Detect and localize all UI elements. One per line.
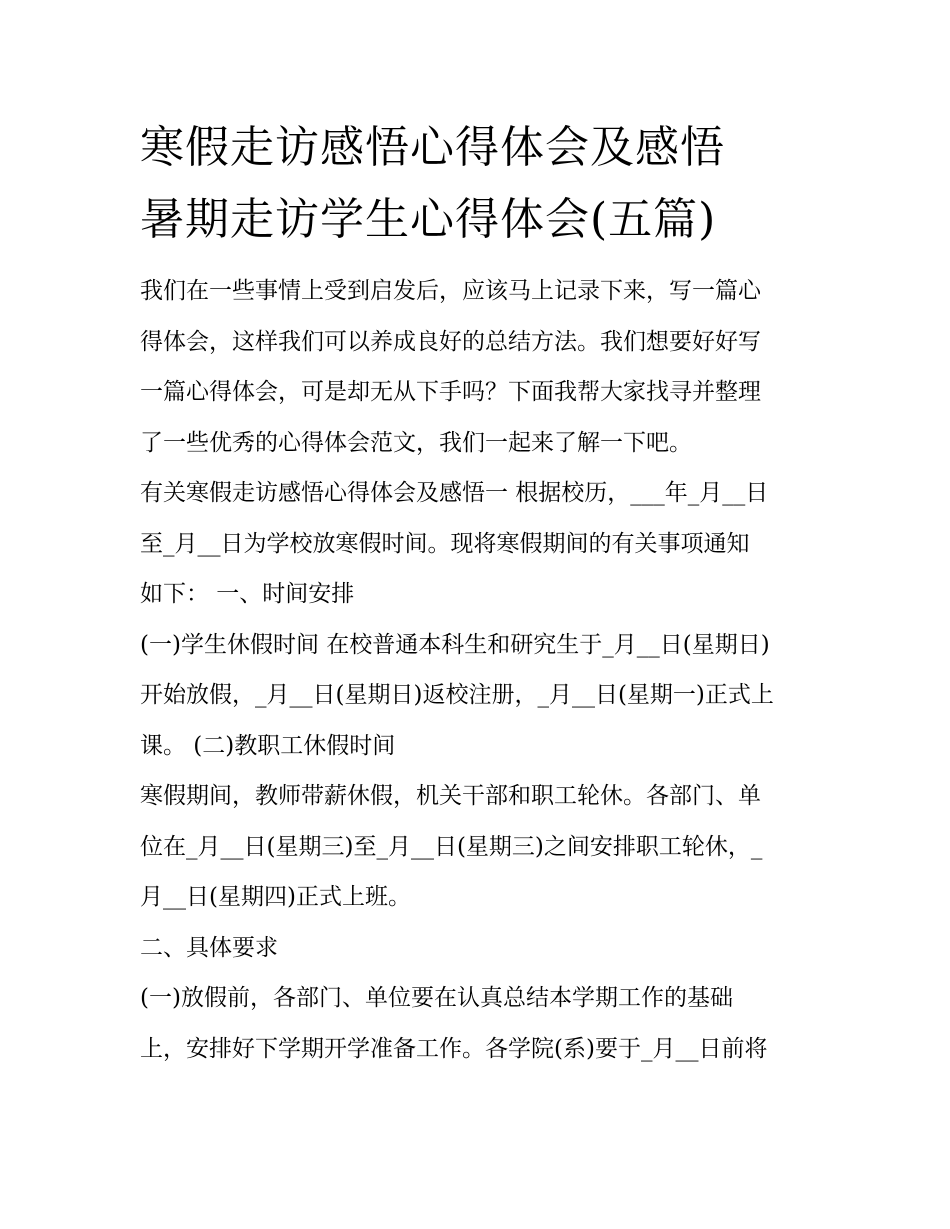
text-line: 二、具体要求 [140, 934, 278, 961]
text-line: 上，安排好下学期开学准备工作。各学院(系)要于_月__日前将 [140, 1035, 768, 1062]
text-line: 得体会，这样我们可以养成良好的总结方法。我们想要好好写 [140, 328, 761, 355]
requirements-paragraph [140, 973, 815, 1074]
text-line: 位在_月__日(星期三)至_月__日(星期三)之间安排职工轮休，_ [140, 833, 763, 860]
text-line: 一篇心得体会，可是却无从下手吗？下面我帮大家找寻并整理 [140, 379, 761, 405]
text-line: 开始放假，_月__日(星期日)返校注册，_月__日(星期一)正式上 [140, 682, 774, 708]
document-body [140, 112, 815, 1074]
text-line: 如下： 一、时间安排 [140, 581, 355, 607]
text-line: 月__日(星期四)正式上班。 [140, 884, 411, 910]
text-line: 课。 (二)教职工休假时间 [140, 732, 396, 759]
title-line-2: 暑期走访学生心得体会(五篇) [140, 194, 717, 245]
text-line: (一)学生休假时间 在校普通本科生和研究生于_月__日(星期日) [140, 631, 770, 658]
notice-paragraph [140, 468, 815, 620]
text-line: 了一些优秀的心得体会范文，我们一起来了解一下吧。 [140, 429, 692, 456]
title-line-1: 寒假走访感悟心得体会及感悟 [140, 122, 725, 173]
document-title [140, 112, 815, 256]
staff-holiday-paragraph [140, 771, 815, 923]
intro-paragraph [140, 266, 815, 468]
text-line: (一)放假前，各部门、单位要在认真总结本学期工作的基础 [140, 985, 733, 1011]
text-line: 寒假期间，教师带薪休假，机关干部和职工轮休。各部门、单 [140, 783, 761, 809]
student-holiday-paragraph [140, 620, 815, 772]
text-line: 有关寒假走访感悟心得体会及感悟一 根据校历，___年_月__日 [140, 480, 769, 506]
text-line: 至_月__日为学校放寒假时间。现将寒假期间的有关事项通知 [140, 530, 750, 557]
section-heading [140, 923, 815, 974]
text-line: 我们在一些事情上受到启发后，应该马上记录下来，写一篇心 [140, 278, 761, 304]
